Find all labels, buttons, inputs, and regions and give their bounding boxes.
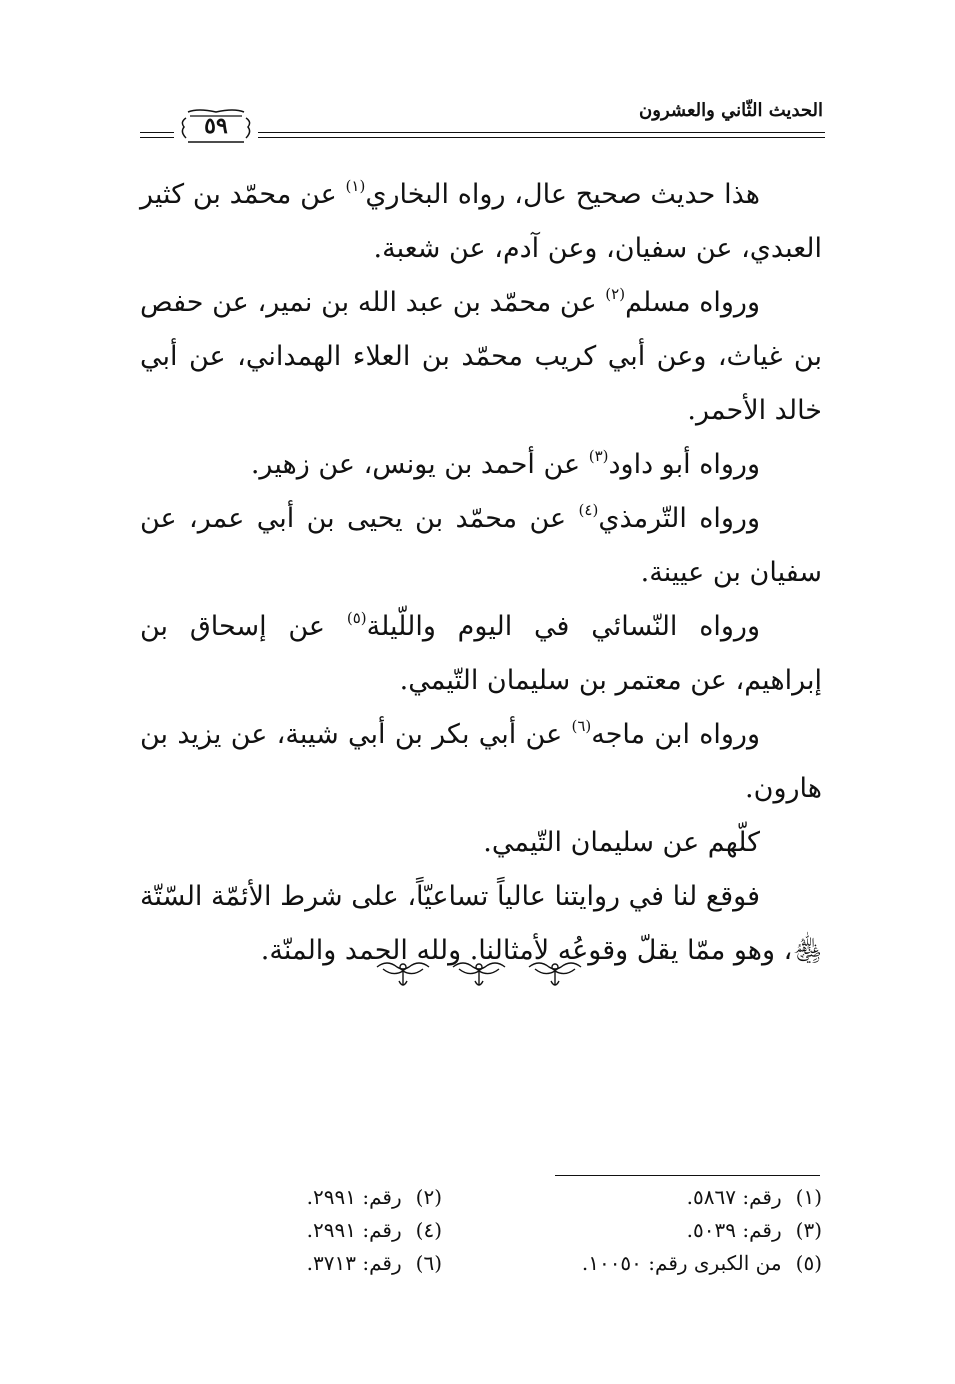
footnote-ref: (٤) [578, 501, 599, 519]
header-rule [258, 137, 825, 138]
footnote [687, 1185, 822, 1209]
footnote-ref: (٣) [588, 447, 609, 465]
footnote-text: رقم: ٢٩٩١. [306, 1185, 402, 1209]
footnote-ref: (٢) [605, 285, 626, 303]
paragraph-text: ورواه أبو داود [608, 449, 760, 480]
footnote-text: رقم: ٥٠٣٩. [686, 1218, 782, 1242]
paragraph-text: عن إسحاق بن إبراهيم، عن معتمر بن سليمان التّيمي. [140, 611, 822, 696]
footnote [307, 1251, 442, 1275]
paragraph [140, 168, 822, 276]
footnote-text: رقم: ٥٨٦٧. [686, 1185, 782, 1209]
paragraph-text: هذا حديث صحيح عال، رواه البخاري [365, 179, 760, 210]
footnote [582, 1251, 822, 1275]
section-divider-ornament [375, 955, 585, 995]
paragraph-text: ورواه ابن ماجه [591, 719, 760, 750]
footnote-text: رقم: ٣٧١٣. [306, 1251, 402, 1275]
footnote-text: رقم: ٢٩٩١. [306, 1218, 402, 1242]
footnote-mark: (٤) [415, 1218, 442, 1242]
footnote-mark: (٣) [795, 1218, 822, 1242]
paragraph-text: ورواه مسلم [625, 287, 760, 318]
footnotes [140, 1185, 822, 1295]
header-rule [140, 132, 174, 133]
paragraph [140, 276, 822, 438]
paragraph-text: عن محمّد بن كثير العبدي، عن سفيان، وعن آدم، عن شعبة. [140, 179, 822, 264]
paragraph [140, 438, 822, 492]
paragraph-text: عن أبي بكر بن أبي شيبة، عن يزيد بن هارون. [140, 719, 822, 804]
page-number: ٥٩ [204, 113, 228, 139]
paragraph-text: ورواه النّسائي في اليوم واللّيلة [366, 611, 760, 642]
footnote-mark: (٢) [415, 1185, 442, 1209]
footnote-mark: (٦) [415, 1251, 442, 1275]
paragraph-text: عن محمّد بن يحيى بن أبي عمر، عن سفيان بن عيينة. [140, 503, 822, 588]
running-title: الحديث الثّاني والعشرون [639, 100, 823, 121]
paragraph [140, 708, 822, 816]
footnote-mark: (١) [795, 1185, 822, 1209]
footnote [307, 1185, 442, 1209]
footnote [687, 1218, 822, 1242]
footnote-ref: (٥) [346, 609, 367, 627]
paragraph-text: عن أحمد بن يونس، عن زهير. [250, 449, 589, 480]
header-rule [140, 137, 174, 138]
paragraph [140, 492, 822, 600]
footnote-separator [555, 1175, 820, 1176]
paragraph-text: فوقع لنا في روايتنا عالياً تساعيّاً، على شرط الأئمّة السّتّة ﵃، وهو ممّا يقلّ وقوعُه لأمثالنا. ولله الحمد والمنّة. [140, 881, 822, 966]
footnote-ref: (٦) [571, 717, 592, 735]
paragraph [140, 600, 822, 708]
paragraph-text: ورواه التّرمذي [598, 503, 761, 534]
footnote [307, 1218, 442, 1242]
main-text [140, 168, 822, 978]
footnote-mark: (٥) [795, 1251, 822, 1275]
page-header [140, 92, 825, 152]
ornament-icon [375, 955, 585, 995]
page-number-badge [176, 108, 256, 146]
paragraph-text: كلّهم عن سليمان التّيمي. [483, 827, 760, 858]
footnote-text: من الكبرى رقم: ١٠٠٥٠. [581, 1251, 782, 1275]
paragraph-text: عن محمّد بن عبد الله بن نمير، عن حفص بن غياث، وعن أبي كريب محمّد بن العلاء الهمداني، عن أبي خالد الأحمر. [140, 287, 822, 426]
paragraph [140, 816, 822, 870]
header-rule [258, 132, 825, 133]
footnote-ref: (١) [345, 177, 366, 195]
